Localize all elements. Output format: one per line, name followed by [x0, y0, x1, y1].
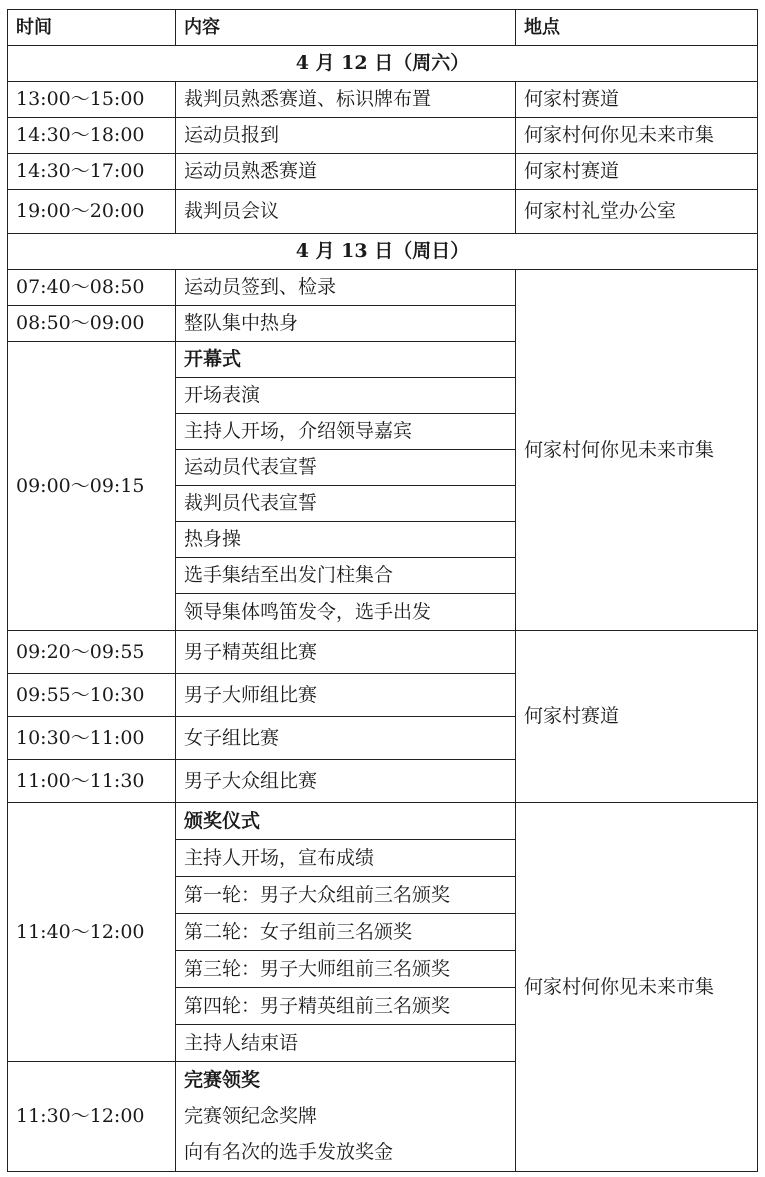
opening-item: 热身操: [176, 522, 516, 558]
row-content: 男子大师组比赛: [176, 674, 516, 717]
day1-title: 4 月 12 日（周六）: [8, 46, 758, 82]
award-item: 第四轮：男子精英组前三名颁奖: [176, 988, 516, 1025]
finish-title: 完赛领奖: [176, 1062, 516, 1099]
opening-item: 运动员代表宣誓: [176, 450, 516, 486]
day2-title-row: [8, 234, 758, 270]
row-content: 裁判员会议: [176, 190, 516, 234]
opening-title: 开幕式: [176, 342, 516, 378]
table-row: [8, 803, 758, 840]
row-time: 07:40～08:50: [8, 270, 176, 306]
row-time: 11:40～12:00: [8, 803, 176, 1062]
table-row: [8, 190, 758, 234]
table-row: [8, 270, 758, 306]
row-time: 19:00～20:00: [8, 190, 176, 234]
row-content: 运动员签到、检录: [176, 270, 516, 306]
row-place: 何家村赛道: [516, 631, 758, 803]
schedule-table: [7, 9, 758, 1172]
award-title: 颁奖仪式: [176, 803, 516, 840]
header-row: [8, 10, 758, 46]
table-row: [8, 631, 758, 674]
row-content: 运动员熟悉赛道: [176, 154, 516, 190]
day1-title-row: [8, 46, 758, 82]
row-time: 09:55～10:30: [8, 674, 176, 717]
opening-item: 主持人开场，介绍领导嘉宾: [176, 414, 516, 450]
day2-title: 4 月 13 日（周日）: [8, 234, 758, 270]
opening-item: 裁判员代表宣誓: [176, 486, 516, 522]
row-content: 男子精英组比赛: [176, 631, 516, 674]
finish-item: 完赛领纪念奖牌: [176, 1099, 516, 1135]
opening-item: 开场表演: [176, 378, 516, 414]
header-time: 时间: [8, 10, 176, 46]
row-content: 运动员报到: [176, 118, 516, 154]
table-row: [8, 82, 758, 118]
row-place: 何家村赛道: [516, 82, 758, 118]
award-item: 第二轮：女子组前三名颁奖: [176, 914, 516, 951]
row-place: 何家村何你见未来市集: [516, 118, 758, 154]
row-place: 何家村赛道: [516, 154, 758, 190]
row-time: 11:00～11:30: [8, 760, 176, 803]
row-time: 14:30～18:00: [8, 118, 176, 154]
finish-item: 向有名次的选手发放奖金: [176, 1135, 516, 1172]
award-item: 主持人结束语: [176, 1025, 516, 1062]
row-time: 09:20～09:55: [8, 631, 176, 674]
header-place: 地点: [516, 10, 758, 46]
row-time: 14:30～17:00: [8, 154, 176, 190]
opening-item: 领导集体鸣笛发令，选手出发: [176, 594, 516, 631]
row-place: 何家村何你见未来市集: [516, 803, 758, 1172]
row-time: 08:50～09:00: [8, 306, 176, 342]
award-item: 第一轮：男子大众组前三名颁奖: [176, 877, 516, 914]
row-time: 11:30～12:00: [8, 1062, 176, 1172]
row-content: 女子组比赛: [176, 717, 516, 760]
row-time: 10:30～11:00: [8, 717, 176, 760]
header-content: 内容: [176, 10, 516, 46]
row-time: 09:00～09:15: [8, 342, 176, 631]
table-row: [8, 118, 758, 154]
award-item: 主持人开场，宣布成绩: [176, 840, 516, 877]
table-row: [8, 154, 758, 190]
opening-item: 选手集结至出发门柱集合: [176, 558, 516, 594]
row-content: 男子大众组比赛: [176, 760, 516, 803]
row-content: 整队集中热身: [176, 306, 516, 342]
row-place: 何家村何你见未来市集: [516, 270, 758, 631]
row-time: 13:00～15:00: [8, 82, 176, 118]
row-place: 何家村礼堂办公室: [516, 190, 758, 234]
row-content: 裁判员熟悉赛道、标识牌布置: [176, 82, 516, 118]
award-item: 第三轮：男子大师组前三名颁奖: [176, 951, 516, 988]
